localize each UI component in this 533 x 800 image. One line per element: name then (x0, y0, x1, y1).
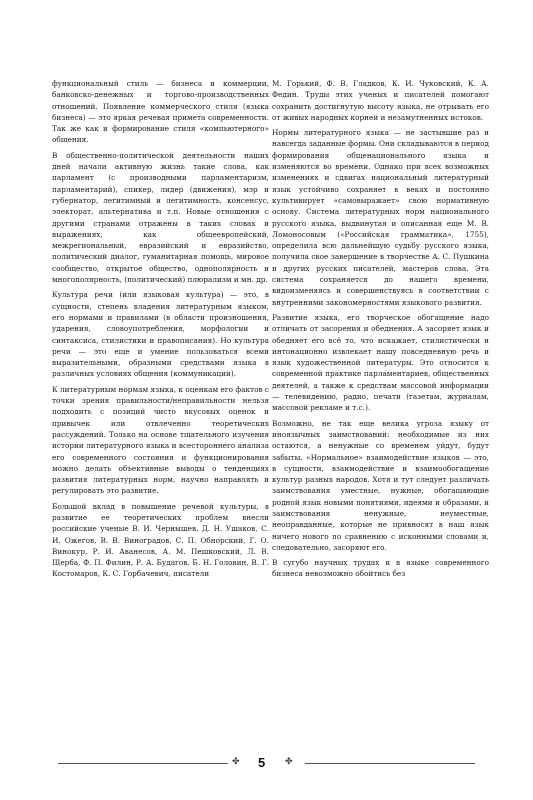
footer-rule-right (305, 763, 475, 764)
paragraph: Нормы литературного языка — не застывшие раз и навсегда заданные формы. Они складываются в период формирования общенационального языка и изменяются во времени. Однако при всех возможных изменениях и сдвигах национальный литературный язык устойчиво сохраняет в веках и постоянно культивирует «самовыражает» свою нормативную основу. Система литературных норм национального русского языка, выдвинутая и описанная еще М. В. Ломоносовым («Российская грамматика», 1755), определила всю дальнейшую судьбу русского языка, получила свое завершение в творчестве А. С. Пушкина и других русских писателей, мастеров слова. Эта система сохраняется до нашего времени, видоизменяясь и совершенствуясь в соответствии с внутренними закономерностями языкового развития. (272, 128, 489, 307)
left-column (52, 78, 269, 584)
page-number: 5 (258, 755, 266, 770)
paragraph: В общественно-политической деятельности наших дней начали активную жизнь такие слова, как парламент (с производными парламентаризм, парламентарий), спикер, лидер (движения), мэр и губернатор, легитимный и легитимность, консенсус, электорат, альтернатива и т.п. Новые отношения с другими странами отражены в таких словах и выражениях, как общеевропейский, межрегиональный, евразийский и евразийство, политический диалог, гуманитарная помощь, мировое сообщество, открытое общество, однополярность и многополярность, (политический) плюрализм и мн. др. (52, 150, 269, 285)
ornament-icon: ✤ (285, 757, 293, 767)
paragraph: функциональный стиль — бизнеса и коммерции, банковско-денежных и торгово-производственных отношений. Появление коммерческого стиля (языка бизнеса) — это яркая речевая примета современности. Так же как и формирование стиля «компьютерного» общения. (52, 79, 269, 145)
paragraph: Культура речи (или языковая культура) — это, в сущности, степень владения литературным языком, его нормами и правилами (в области произношения, ударения, словоупотребления, морфологии и синтаксиса, стилистики и правописания). Но культура речи — это еще и умение пользоваться всеми выразительными, образными средствами языка в различных условиях общения (коммуникации). (52, 290, 269, 379)
paragraph: Возможно, не так еще велика угроза языку от иноязычных заимствований: необходимые из них остаются, а ненужные со временем уйдут, будут забыты. «Нормальное» взаимодействие языков — это, в сущности, взаимодействие и взаимообогащение культур разных народов. Хотя и тут следует различать заимствования уместные, нужные, обогащающие родной язык новыми понятиями, идеями и образами, и заимствования ненужные, неуместные, неоправданные, которые не привносят в наш язык ничего нового по сравнению с исконными словами и, следовательно, засоряют его. (272, 418, 489, 552)
ornament-icon: ✤ (232, 757, 240, 767)
paragraph: В сугубо научных трудах и в языке современного бизнеса невозможно обойтись без (272, 558, 489, 579)
paragraph: Развитие языка, его творческое обогащение надо отличать от засорения и обеднения. А засоряет язык и обедняет его всё то, что искажает, стилистически и интонационно извлекает нашу повседневную речь и язык художественной литературы. Это относится к современной практике парламентариев, общественных деятелей, а также к средствам массовой информации — телевидению, радио, печати (газетам, журналам, массовой рекламе и т.с.). (272, 312, 489, 413)
right-column (272, 78, 489, 584)
paragraph: Большой вклад в повышение речевой культуры, в развитие ее теоретических проблем внесли российские ученые В. И. Чернышев, Д. Н. Ушаков, С. И. Ожегов, В. В. Виноградов, С. П. Обнорский, Г. О. Винокур, Р. И. Аванесов, А. М. Пешковский, Л. В. Щерба, Ф. П. Филин, Р. А. Будагов, Б. Н. Головин, В. Г. Костомаров, К. С. Горбачевич, писатели (52, 501, 269, 579)
paragraph: М. Горький, Ф. В. Гладков, К. И. Чуковский, К. А. Федин. Труды этих ученых и писателей помогают сохранить достигнутую высоту языка, не отрывать его от живых народных корней и незамутненных истоков. (272, 79, 489, 122)
page-footer (0, 752, 533, 774)
footer-rule-left (58, 763, 228, 764)
paragraph: К литературным нормам языка, к оценкам его фактов с точки зрения правильности/неправильности нельзя подходить с позиций чисто вкусовых оценок и привычек или отвлеченно теоретических рассуждений. Только на основе тщательного изучения истории литературного языка и всестороннего анализа его современного состояния и функционирования можно делать объективные выводы о тенденциях развития литературных норм, научно направлять и регулировать это развитие. (52, 384, 269, 496)
